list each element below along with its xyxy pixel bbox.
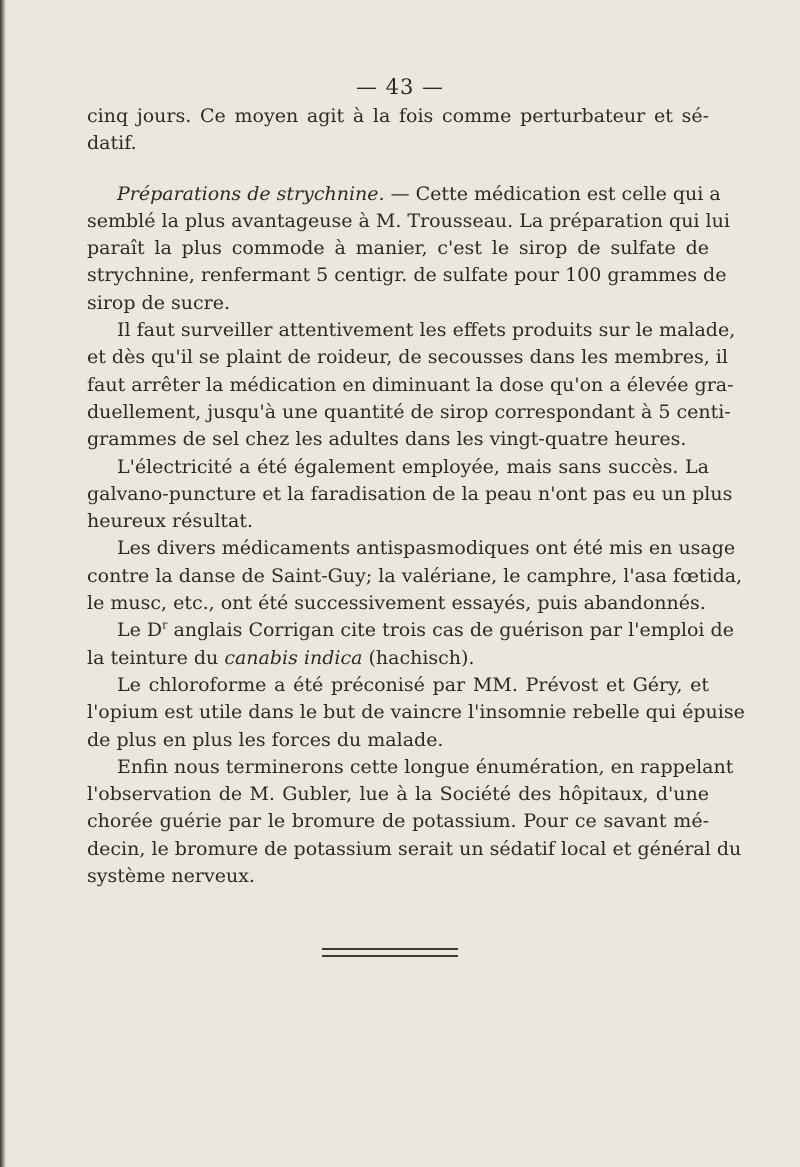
text-line: l'opium est utile dans le but de vaincre l'insomnie rebelle qui épuise bbox=[87, 701, 745, 724]
text-line bbox=[87, 645, 709, 672]
text-line: cinq jours. Ce moyen agit à la fois comme perturbateur et sé- bbox=[87, 105, 709, 127]
text-line: contre la danse de Saint-Guy; la valériane, le camphre, l'asa fœtida, bbox=[87, 564, 743, 587]
page-edge-shadow bbox=[0, 0, 6, 1167]
text-fragment: — Cette médication est celle qui a bbox=[384, 182, 721, 205]
text-line: paraît la plus commode à manier, c'est le sirop de sulfate de bbox=[87, 237, 709, 260]
text-line: et dès qu'il se plaint de roideur, de secousses dans les membres, il bbox=[87, 346, 728, 369]
page-number: — 43 — bbox=[355, 75, 445, 99]
text-line: semblé la plus avantageuse à M. Trousseau. La préparation qui lui bbox=[87, 209, 730, 232]
text-line: L'électricité a été également employée, mais sans succès. La bbox=[117, 455, 709, 478]
text-line bbox=[87, 617, 734, 644]
section-end-rule bbox=[322, 948, 458, 957]
text-fragment: Le D bbox=[117, 619, 163, 642]
superscript: r bbox=[162, 619, 168, 633]
text-line: heureux résultat. bbox=[87, 510, 254, 533]
text-fragment: (hachisch). bbox=[362, 646, 475, 669]
text-line: chorée guérie par le bromure de potassium. Pour ce savant mé- bbox=[87, 810, 709, 833]
text-line: de plus en plus les forces du malade. bbox=[87, 728, 444, 751]
text-line: datif. bbox=[87, 132, 137, 155]
text-line: faut arrêter la médication en diminuant la dose qu'on a élevée gra- bbox=[87, 373, 734, 396]
text-fragment: anglais Corrigan cite trois cas de guérison par l'emploi de bbox=[167, 619, 734, 642]
text-line: strychnine, renfermant 5 centigr. de sulfate pour 100 grammes de bbox=[87, 264, 727, 287]
text-line: le musc, etc., ont été successivement essayés, puis abandonnés. bbox=[87, 592, 706, 615]
text-line: duellement, jusqu'à une quantité de sirop correspondant à 5 centi- bbox=[87, 400, 731, 423]
text-line: galvano-puncture et la faradisation de la peau n'ont pas eu un plus bbox=[87, 482, 733, 505]
text-fragment: la teinture du bbox=[87, 646, 225, 669]
section-heading: Préparations de strychnine. bbox=[117, 182, 385, 205]
text-line: sirop de sucre. bbox=[87, 291, 230, 314]
text-line: l'observation de M. Gubler, lue à la Société des hôpitaux, d'une bbox=[87, 783, 709, 806]
section-heading-line bbox=[87, 181, 721, 208]
text-line: Enfin nous terminerons cette longue énumération, en rappelant bbox=[117, 755, 734, 778]
text-line: système nerveux. bbox=[87, 865, 255, 888]
text-line: grammes de sel chez les adultes dans les vingt-quatre heures. bbox=[87, 428, 687, 451]
text-line: Le chloroforme a été préconisé par MM. Prévost et Géry, et bbox=[117, 673, 709, 696]
text-line: Il faut surveiller attentivement les effets produits sur le malade, bbox=[117, 319, 736, 342]
text-line: Les divers médicaments antispasmodiques ont été mis en usage bbox=[117, 537, 736, 560]
italic-term: canabis indica bbox=[224, 646, 363, 669]
body-text bbox=[87, 103, 745, 890]
text-line: decin, le bromure de potassium serait un sédatif local et général du bbox=[87, 837, 742, 860]
